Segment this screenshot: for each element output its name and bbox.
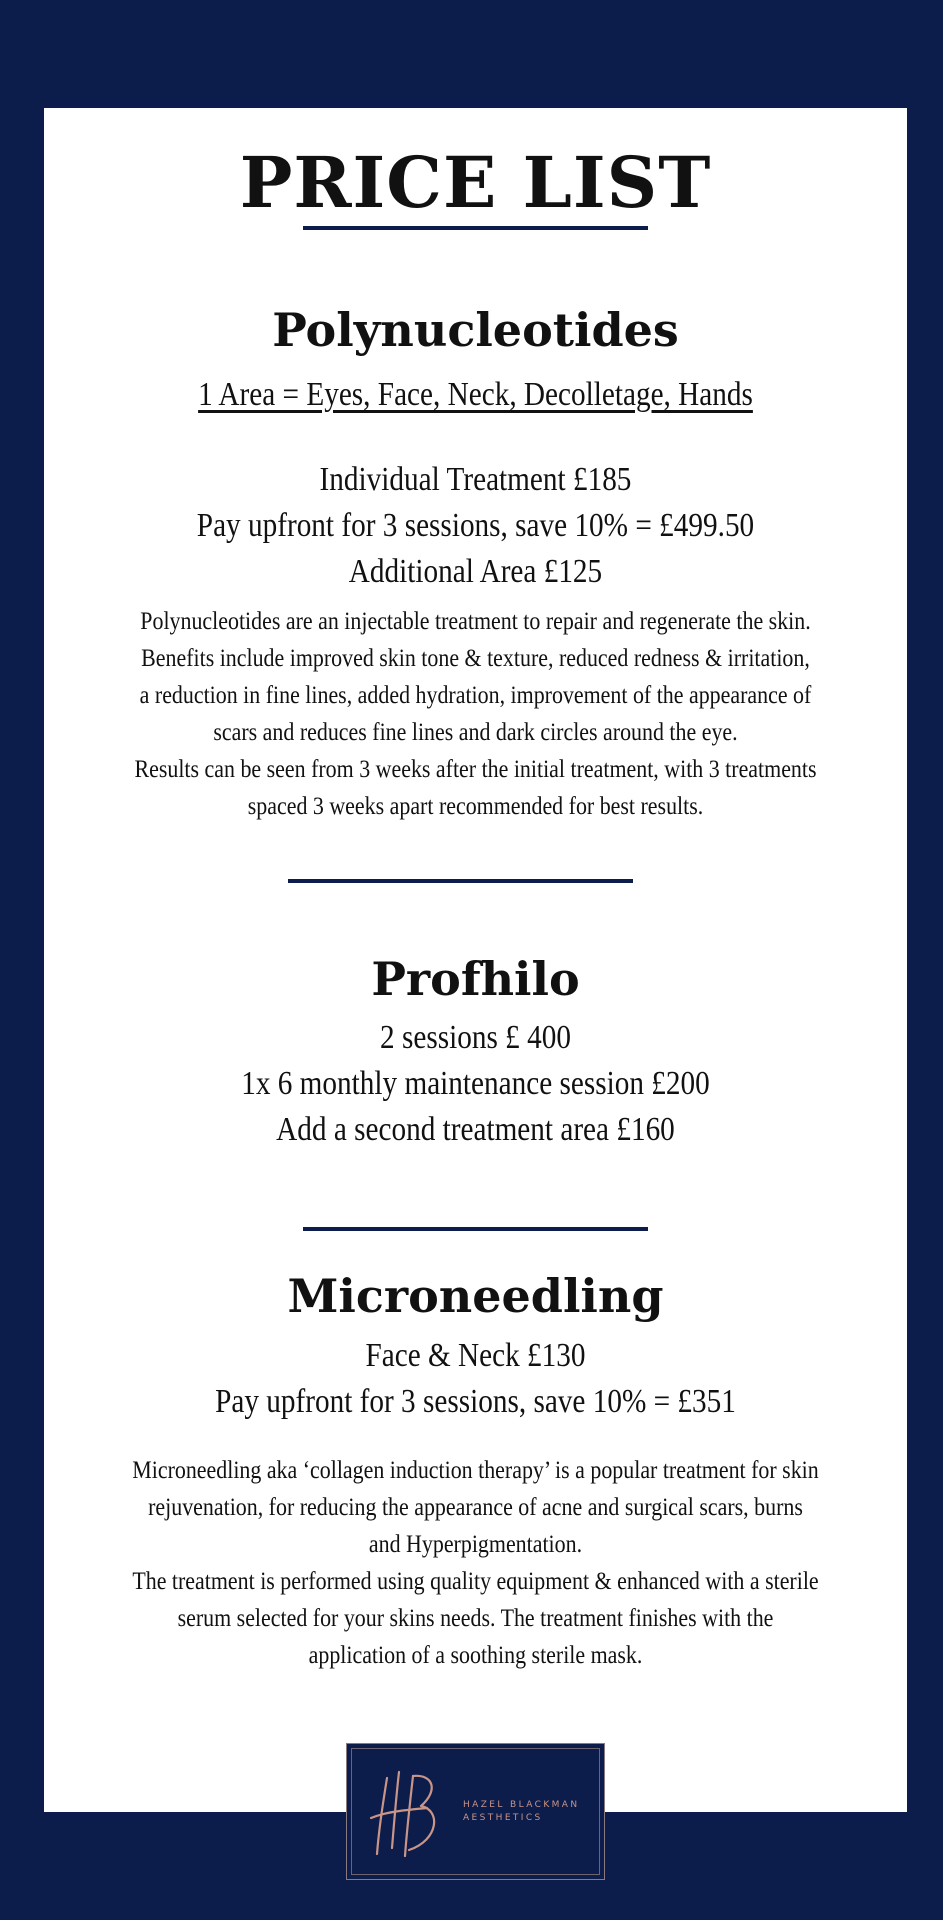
microneedling-price-upfront: Pay upfront for 3 sessions, save 10% = £351 (215, 1383, 736, 1420)
hb-monogram-icon (365, 1758, 443, 1866)
microneedling-description-line: and Hyperpigmentation. (368, 1529, 583, 1558)
title-divider (303, 226, 648, 230)
price-list-card (44, 108, 907, 1812)
polynucleotides-price-individual: Individual Treatment £185 (319, 461, 632, 498)
microneedling-description-line: Microneedling aka ‘collagen induction therapy’ is a popular treatment for skin (132, 1455, 819, 1484)
polynucleotides-price-additional: Additional Area £125 (348, 553, 603, 590)
microneedling-description-line: serum selected for your skins needs. The treatment finishes with the (177, 1603, 774, 1632)
polynucleotides-description-line: scars and reduces fine lines and dark circles around the eye. (213, 717, 738, 746)
logo-name: HAZEL BLACKMAN (463, 1800, 580, 1810)
page-title: PRICE LIST (239, 141, 712, 224)
polynucleotides-title: Polynucleotides (272, 303, 679, 357)
profhilo-price-sessions: 2 sessions £ 400 (380, 1019, 571, 1056)
polynucleotides-description-line: Benefits include improved skin tone & texture, reduced redness & irritation, (141, 643, 810, 672)
polynucleotides-description-line: Polynucleotides are an injectable treatment to repair and regenerate the skin. (140, 606, 811, 635)
profhilo-price-second-area: Add a second treatment area £160 (276, 1111, 675, 1148)
profhilo-title: Profhilo (371, 952, 580, 1006)
polynucleotides-description-line: a reduction in fine lines, added hydration, improvement of the appearance of (139, 680, 812, 709)
microneedling-description-line: The treatment is performed using quality equipment & enhanced with a sterile (132, 1566, 819, 1595)
logo-tagline: AESTHETICS (463, 1813, 543, 1823)
polynucleotides-description-line: Results can be seen from 3 weeks after the initial treatment, with 3 treatments (134, 754, 817, 783)
microneedling-description-line: application of a soothing sterile mask. (308, 1640, 643, 1669)
logo-wordmark (463, 1799, 580, 1825)
polynucleotides-areas: 1 Area = Eyes, Face, Neck, Decolletage, Hands (198, 376, 753, 413)
microneedling-description-line: rejuvenation, for reducing the appearance of acne and surgical scars, burns (148, 1492, 803, 1521)
microneedling-title: Microneedling (287, 1269, 664, 1323)
section-divider (303, 1227, 648, 1231)
polynucleotides-price-upfront: Pay upfront for 3 sessions, save 10% = £499.50 (196, 507, 755, 544)
polynucleotides-description-line: spaced 3 weeks apart recommended for best results. (247, 791, 704, 820)
brand-logo (346, 1743, 605, 1880)
profhilo-price-maintenance: 1x 6 monthly maintenance session £200 (241, 1065, 710, 1102)
microneedling-price-face-neck: Face & Neck £130 (365, 1337, 586, 1374)
section-divider (288, 879, 633, 883)
